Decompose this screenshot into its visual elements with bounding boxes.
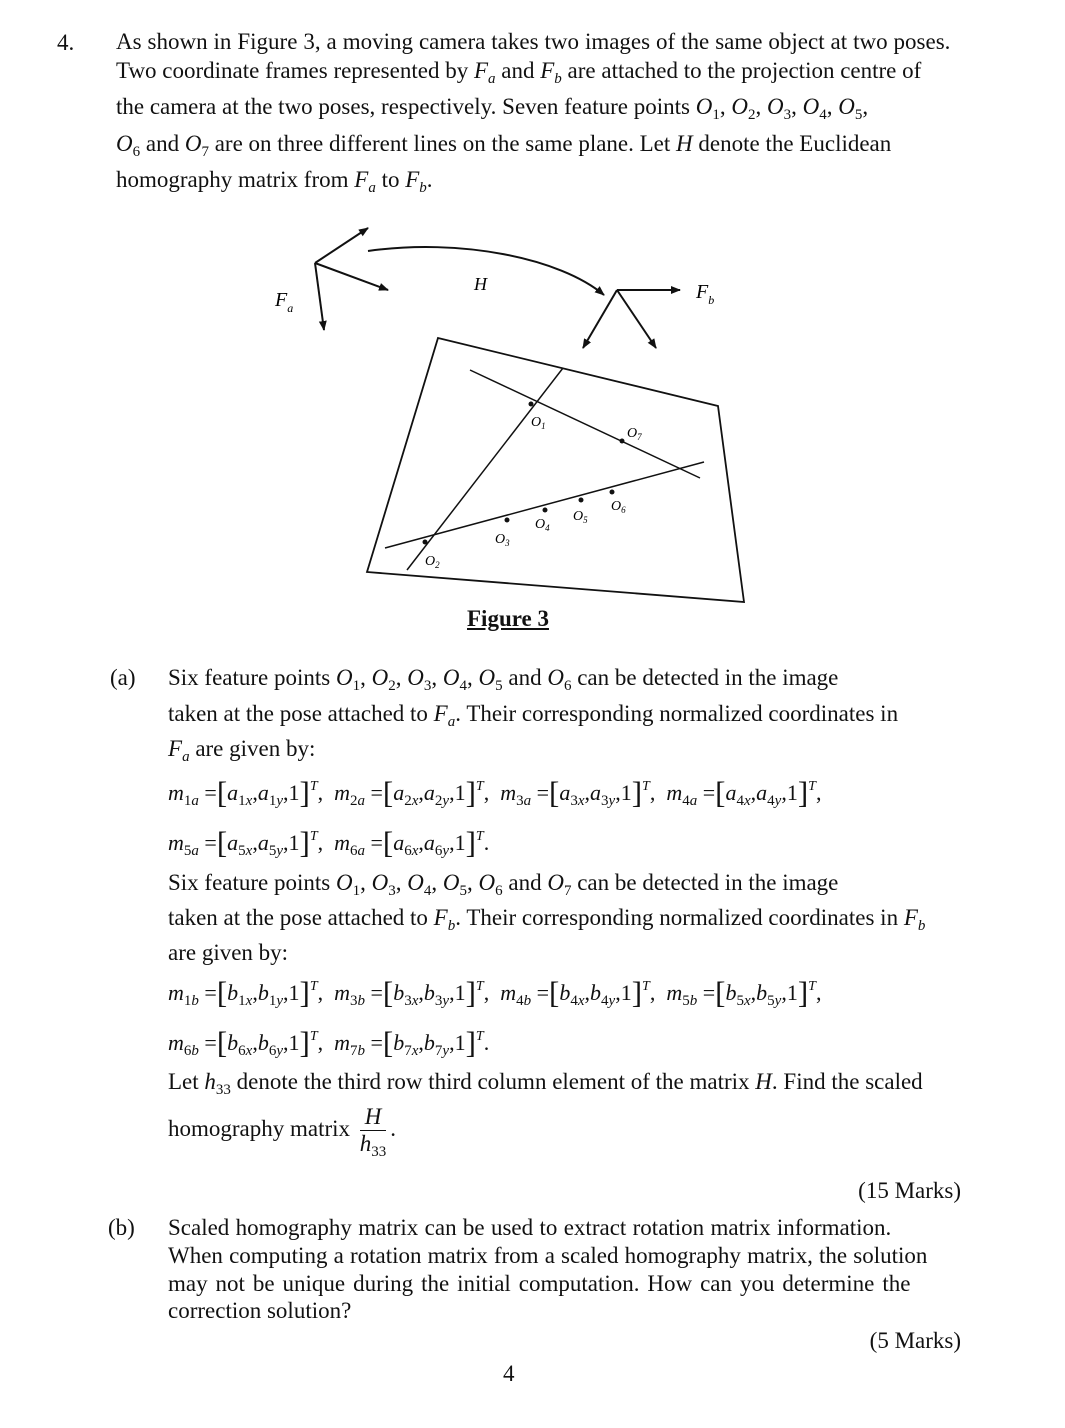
label-o6: $O_6$ <box>611 499 626 515</box>
feature-point-dots <box>423 402 625 545</box>
line-1 <box>470 370 700 478</box>
part-b-line-1: Scaled homography matrix can be used to extract rotation matrix information. <box>168 1215 892 1240</box>
label-o1: $O_1$ <box>531 415 546 431</box>
part-b-line-4: correction solution? <box>168 1298 352 1323</box>
intro-line-2: Two coordinate frames represented by $F_a$ and $F_b$ are attached to the projection centre of <box>116 58 922 87</box>
question-number: 4. <box>57 30 75 55</box>
line-3 <box>385 462 704 548</box>
part-a-label: (a) <box>110 665 136 690</box>
part-b-marks: (5 Marks) <box>869 1328 961 1353</box>
part-a-homography-line: homography matrix $\frac{H}{h_{33}}$ . <box>168 1104 397 1160</box>
label-o4: $O_4$ <box>535 517 550 533</box>
page-number: 4 <box>503 1361 515 1386</box>
intro-line-4: $O_6$ and $O_7$ are on three different lines on the same plane. Let H denote the Euclidean <box>116 131 892 160</box>
part-b-line-2: When computing a rotation matrix from a scaled homography matrix, the solution <box>168 1243 928 1268</box>
equation-ma-row-1: $m_{1a} =[a_{1x},a_{1y},1]^T$, $m_{2a} =[a_{2x},a_{2y},1]^T$, $m_{3a} =[a_{3x},a_{3y},1]^T$, $m_{4a} =[a_{4x},a_{4y},1]^T$, <box>168 775 822 810</box>
part-a-line-6: are given by: <box>168 940 289 965</box>
frame-b-axes <box>583 290 680 348</box>
part-a-let-line: Let $h_{33}$ denote the third row third column element of the matrix H. Find the scaled <box>168 1069 923 1098</box>
part-a-marks: (15 Marks) <box>858 1178 961 1203</box>
equation-mb-row-1: $m_{1b} =[b_{1x},b_{1y},1]^T$, $m_{3b} =[b_{3x},b_{3y},1]^T$, $m_{4b} =[b_{4x},b_{4y},1]^T$, $m_{5b} =[b_{5x},b_{5y},1]^T$, <box>168 975 822 1010</box>
line-2 <box>407 368 563 570</box>
frame-a-axes <box>315 228 388 330</box>
equation-ma-row-2: $m_{5a} =[a_{5x},a_{5y},1]^T$, $m_{6a} =[a_{6x},a_{6y},1]^T$. <box>168 825 490 860</box>
intro-line-1: As shown in Figure 3, a moving camera takes two images of the same object at two poses. <box>116 29 951 54</box>
part-a-line-4: Six feature points $O_1$, $O_3$, $O_4$, $O_5$, $O_6$ and $O_7$ can be detected in the image <box>168 870 839 899</box>
part-a-line-1: Six feature points $O_1$, $O_2$, $O_3$, $O_4$, $O_5$ and $O_6$ can be detected in the image <box>168 665 839 694</box>
equation-mb-row-2: $m_{6b} =[b_{6x},b_{6y},1]^T$, $m_{7b} =[b_{7x},b_{7y},1]^T$. <box>168 1025 490 1060</box>
label-fa: $F_a$ <box>275 289 294 315</box>
part-b-line-3: may not be unique during the initial computation. How can you determine the <box>168 1271 911 1296</box>
part-a-line-5: taken at the pose attached to $F_b$. Their corresponding normalized coordinates in $F_b$ <box>168 905 926 934</box>
scaled-homography-fraction: $\frac{H}{h_{33}}$ <box>359 1104 387 1160</box>
label-fb: $F_b$ <box>696 281 715 307</box>
part-b-label: (b) <box>108 1215 135 1240</box>
label-h: H <box>474 274 487 294</box>
part-a-line-3: $F_a$ are given by: <box>168 736 316 765</box>
label-o5: $O_5$ <box>573 509 588 525</box>
label-o3: $O_3$ <box>495 532 510 548</box>
part-a-line-2: taken at the pose attached to $F_a$. Their corresponding normalized coordinates in <box>168 701 899 730</box>
figure-caption: Figure 3 <box>467 606 549 631</box>
intro-line-3: the camera at the two poses, respectively. Seven feature points $O_1$, $O_2$, $O_3$, $O_4$, $O_5$, <box>116 94 869 123</box>
label-o7: $O_7$ <box>627 426 642 442</box>
intro-line-5: homography matrix from $F_a$ to $F_b$. <box>116 167 433 196</box>
label-o2: $O_2$ <box>425 554 440 570</box>
figure-3-diagram <box>0 0 1065 620</box>
